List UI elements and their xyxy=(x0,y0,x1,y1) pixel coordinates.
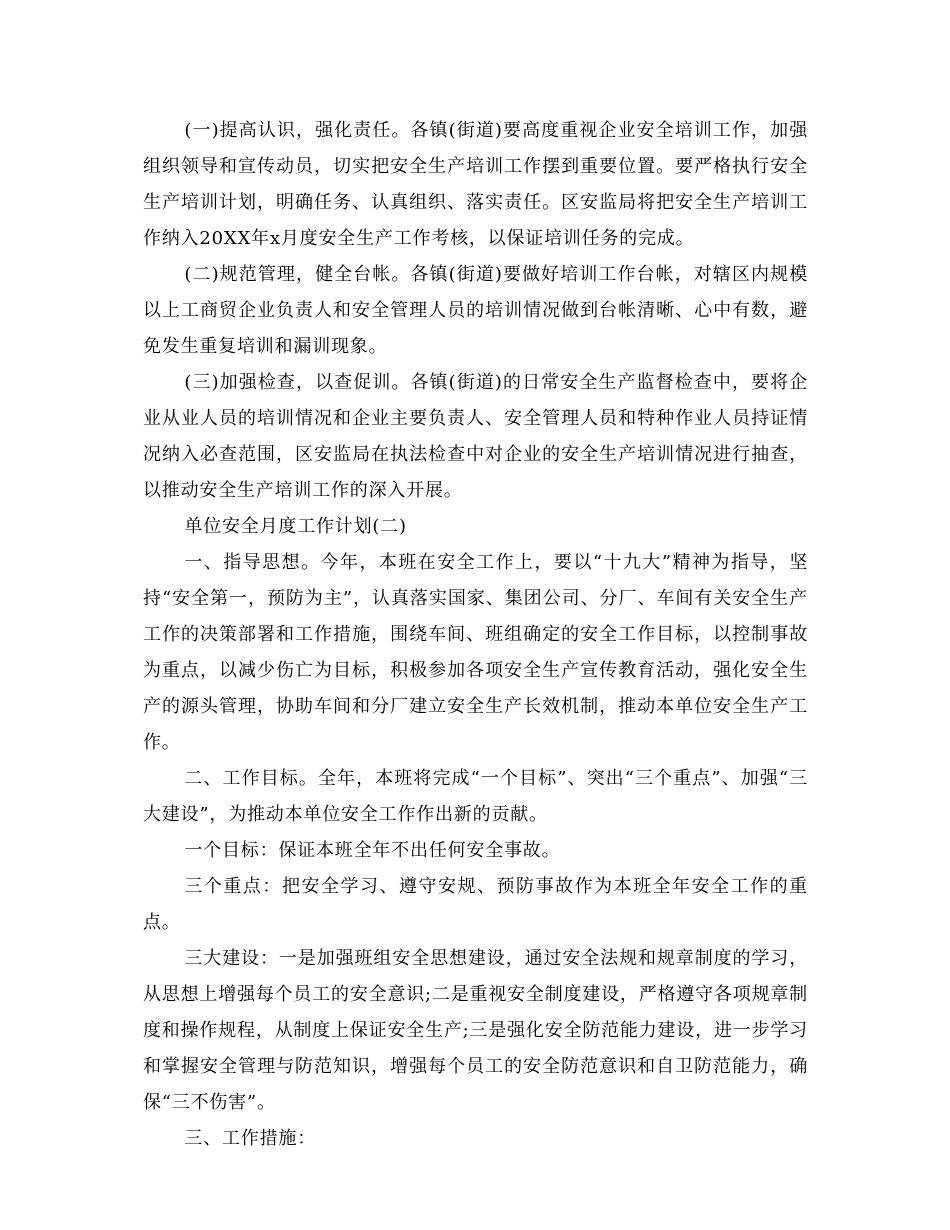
document-body xyxy=(143,113,808,1157)
paragraph-improve-awareness: (一)提高认识，强化责任。各镇(街道)要高度重视企业安全培训工作，加强组织领导和宣传动员，切实把安全生产培训工作摆到重要位置。要严格执行安全生产培训计划，明确任务、认真组织、落实责任。区安监局将把安全生产培训工作纳入20XX年x月度安全生产工作考核，以保证培训任务的完成。 xyxy=(143,120,808,249)
paragraph-one-goal: 一个目标：保证本班全年不出任何安全事故。 xyxy=(184,840,561,861)
paragraph-three-constructions: 三大建设：一是加强班组安全思想建设，通过安全法规和规章制度的学习，从思想上增强每个员工的安全意识;二是重视安全制度建设，严格遵守各项规章制度和操作规程，从制度上保证安全生产;三是强化安全防范能力建设，进一步学习和掌握安全管理与防范知识，增强每个员工的安全防范意识和自卫防范能力，确保“三不伤害”。 xyxy=(143,948,808,1113)
paragraph-standardize-management: (二)规范管理，健全台帐。各镇(街道)要做好培训工作台帐，对辖区内规模以上工商贸企业负责人和安全管理人员的培训情况做到台帐清晰、心中有数，避免发生重复培训和漏训现象。 xyxy=(143,264,808,357)
paragraph-strengthen-inspection: (三)加强检查，以查促训。各镇(街道)的日常安全生产监督检查中，要将企业从业人员的培训情况和企业主要负责人、安全管理人员和特种作业人员持证情况纳入必查范围，区安监局在执法检查中对企业的安全生产培训情况进行抽查，以推动安全生产培训工作的深入开展。 xyxy=(143,372,808,501)
paragraph-three-priorities: 三个重点：把安全学习、遵守安规、预防事故作为本班全年安全工作的重点。 xyxy=(143,876,808,933)
paragraph-work-goals: 二、工作目标。全年，本班将完成“一个目标”、突出“三个重点”、加强“三大建设”，为推动本单位安全工作作出新的贡献。 xyxy=(143,768,808,825)
paragraph-work-measures: 三、工作措施： xyxy=(184,1128,316,1149)
section-title: 单位安全月度工作计划(二) xyxy=(184,516,407,537)
paragraph-guiding-ideology: 一、指导思想。今年，本班在安全工作上，要以“十九大”精神为指导，坚持“安全第一，预防为主”，认真落实国家、集团公司、分厂、车间有关安全生产工作的决策部署和工作措施，围绕车间、班组确定的安全工作目标，以控制事故为重点，以减少伤亡为目标，积极参加各项安全生产宣传教育活动，强化安全生产的源头管理，协助车间和分厂建立安全生产长效机制，推动本单位安全生产工作。 xyxy=(143,552,808,753)
